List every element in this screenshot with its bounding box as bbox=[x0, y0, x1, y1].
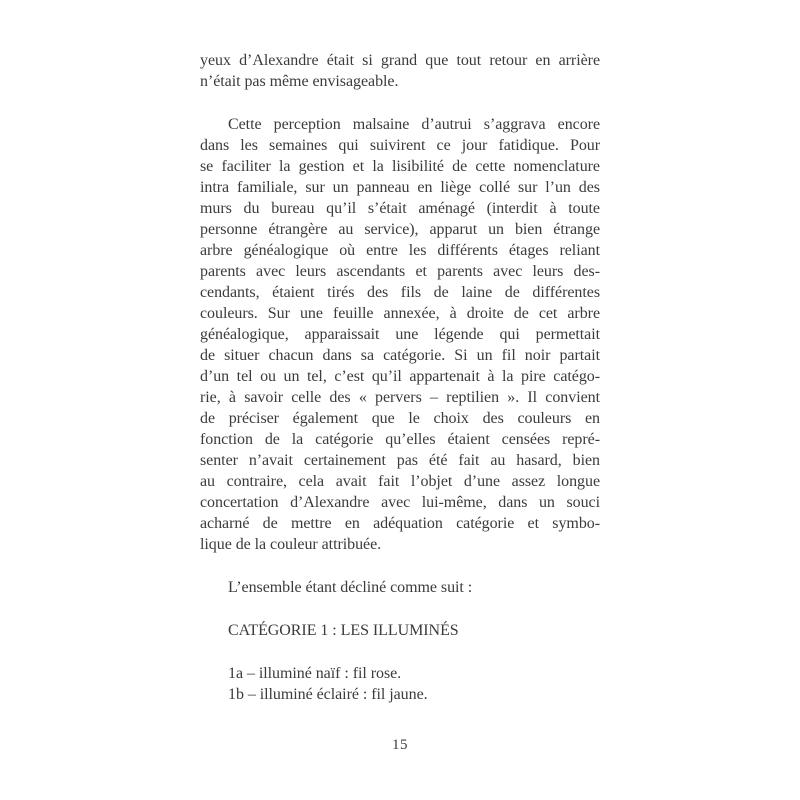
page-number: 15 bbox=[392, 737, 408, 753]
text-line: L’ensemble étant décliné comme suit : bbox=[228, 579, 473, 596]
text-line: fonction de la catégorie qu’elles étaient censées repré- bbox=[200, 431, 600, 448]
text-line: parents avec leurs ascendants et parents avec leurs des- bbox=[200, 263, 600, 280]
text-line: au contraire, cela avait fait l’objet d’une assez longue bbox=[200, 473, 600, 490]
paragraph-continuation bbox=[200, 50, 600, 92]
text-line: CATÉGORIE 1 : LES ILLUMINÉS bbox=[228, 622, 459, 639]
paragraph-main bbox=[200, 114, 600, 555]
text-line: yeux d’Alexandre était si grand que tout retour en arrière bbox=[200, 52, 600, 69]
text-line: concertation d’Alexandre avec lui-même, dans un souci bbox=[200, 494, 600, 511]
category-heading bbox=[200, 620, 600, 641]
text-line: couleurs. Sur une feuille annexée, à droite de cet arbre bbox=[200, 305, 600, 322]
text-line: lique de la couleur attribuée. bbox=[200, 536, 382, 553]
text-line: de situer chacun dans sa catégorie. Si un fil noir partait bbox=[200, 347, 600, 364]
text-line: 1b – illuminé éclairé : fil jaune. bbox=[228, 686, 428, 703]
text-line: intra familiale, sur un panneau en liège collé sur l’un des bbox=[200, 179, 600, 196]
text-line: personne étrangère au service), apparut un bien étrange bbox=[200, 221, 600, 238]
text-line: senter n’avait certainement pas été fait au hasard, bien bbox=[200, 452, 600, 469]
text-line: dans les semaines qui suivirent ce jour fatidique. Pour bbox=[200, 137, 600, 154]
text-line: 1a – illuminé naïf : fil rose. bbox=[228, 665, 402, 682]
intro-line bbox=[200, 577, 600, 598]
page-text-block bbox=[200, 50, 600, 756]
text-line: généalogique, apparaissait une légende qui permettait bbox=[200, 326, 600, 343]
text-line: rie, à savoir celle des « pervers – reptilien ». Il convient bbox=[200, 389, 600, 406]
text-line: acharné de mettre en adéquation catégorie et symbo- bbox=[200, 515, 600, 532]
text-line: murs du bureau qu’il s’était aménagé (interdit à toute bbox=[200, 200, 600, 217]
text-line: arbre généalogique où entre les différents étages reliant bbox=[200, 242, 600, 259]
text-line: Cette perception malsaine d’autrui s’aggrava encore bbox=[228, 116, 600, 133]
category-list bbox=[200, 663, 600, 705]
text-line: de préciser également que le choix des couleurs en bbox=[200, 410, 600, 427]
text-line: n’était pas même envisageable. bbox=[200, 73, 399, 90]
text-line: cendants, étaient tirés des fils de laine de différentes bbox=[200, 284, 600, 301]
text-line: d’un tel ou un tel, c’est qu’il appartenait à la pire catégo- bbox=[200, 368, 600, 385]
text-line: se faciliter la gestion et la lisibilité de cette nomenclature bbox=[200, 158, 600, 175]
